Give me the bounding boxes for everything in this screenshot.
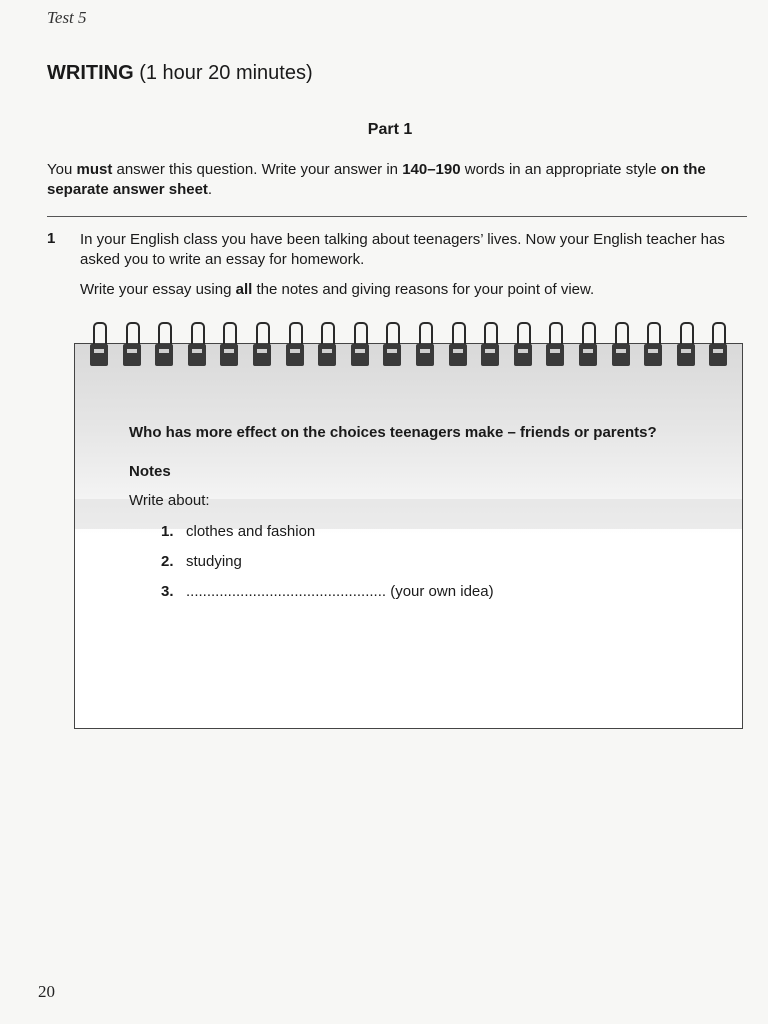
instructions: [47, 160, 752, 200]
note-item-text: studying: [186, 553, 242, 570]
spiral-ring: [548, 322, 562, 368]
note-item: [161, 523, 315, 540]
page-number: 20: [38, 982, 55, 1001]
spiral-ring: [614, 322, 628, 368]
section-title-duration: (1 hour 20 minutes): [133, 62, 313, 84]
instructions-text: .: [207, 181, 213, 198]
note-item-text: ................................................ (your own idea): [186, 583, 494, 600]
spiral-ring: [157, 322, 171, 368]
spiral-ring: [483, 322, 497, 368]
spiral-ring: [451, 322, 465, 368]
spiral-ring: [255, 322, 269, 368]
answer-sheet-emphasis: on the separate answer sheet: [47, 161, 706, 198]
spiral-ring: [190, 322, 204, 368]
notes-label: Notes: [129, 463, 171, 480]
spiral-ring: [288, 322, 302, 368]
spiral-ring: [711, 322, 725, 368]
instructions-text: answer this question. Write your answer in: [112, 161, 403, 178]
note-item: [161, 553, 242, 570]
spiral-ring: [646, 322, 660, 368]
note-item-number: 2.: [161, 553, 174, 570]
spiral-ring: [92, 322, 106, 368]
note-item-text: clothes and fashion: [186, 523, 316, 540]
section-title-bold: WRITING: [47, 62, 134, 84]
question-number: 1: [47, 230, 56, 247]
instruction-emphasis: all: [235, 281, 253, 298]
instructions-text: You: [47, 161, 77, 178]
note-item-number: 3.: [161, 583, 174, 600]
spiral-ring: [320, 322, 334, 368]
spiral-ring: [418, 322, 432, 368]
spiral-ring: [353, 322, 367, 368]
test-label: Test 5: [47, 8, 87, 27]
question-instruction: [80, 281, 750, 298]
spiral-ring: [385, 322, 399, 368]
instructions-emphasis: must: [76, 161, 113, 178]
spiral-ring: [222, 322, 236, 368]
word-count: 140–190: [402, 161, 461, 178]
divider: [47, 216, 747, 217]
section-title: [47, 62, 313, 85]
spiral-ring: [581, 322, 595, 368]
question-text: In your English class you have been talking about teenagers’ lives. Now your English teacher has asked you to write an essay for homework.: [80, 231, 725, 268]
instruction-text: the notes and giving reasons for your point of view.: [252, 281, 595, 298]
write-about-label: Write about:: [129, 492, 210, 509]
spiral-ring: [679, 322, 693, 368]
instructions-text: words in an appropriate style: [460, 161, 661, 178]
note-item-number: 1.: [161, 523, 174, 540]
spiral-binding: [92, 322, 742, 370]
instruction-text: Write your essay using: [80, 281, 236, 298]
spiral-ring: [516, 322, 530, 368]
essay-topic: Who has more effect on the choices teenagers make – friends or parents?: [129, 424, 657, 441]
note-item: [161, 583, 494, 600]
part-heading: Part 1: [367, 121, 413, 138]
spiral-ring: [125, 322, 139, 368]
